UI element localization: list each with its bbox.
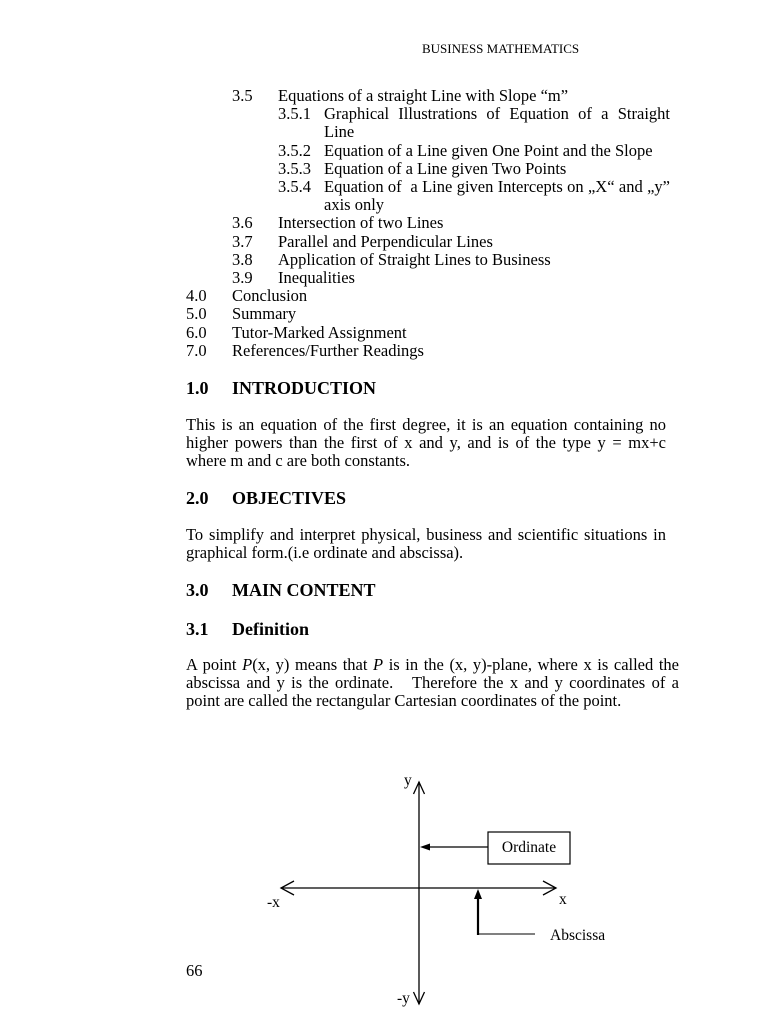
toc-number: 3.5.3 xyxy=(278,158,311,178)
definition-paragraph xyxy=(186,656,679,711)
section-number: 3.0 xyxy=(186,580,209,600)
toc-entry xyxy=(186,305,686,323)
toc-title: Conclusion xyxy=(232,286,308,306)
toc-entry xyxy=(186,287,686,305)
toc-title: Equation of a Line given One Point and the Slope xyxy=(324,140,653,160)
section-title: INTRODUCTION xyxy=(232,378,377,398)
objectives-paragraph: To simplify and interpret physical, business and scientific situations in graphical form.(i.e ordinate and abscissa). xyxy=(186,525,666,563)
toc-number: 7.0 xyxy=(186,340,207,360)
toc-entry xyxy=(186,160,686,178)
toc-number: 3.5.4 xyxy=(278,177,311,197)
section-number: 3.1 xyxy=(186,619,209,639)
toc-number: 3.9 xyxy=(232,268,253,288)
section-heading-main-content xyxy=(186,580,376,600)
toc-number: 3.8 xyxy=(232,249,253,269)
toc-entry xyxy=(186,233,686,251)
running-header: BUSINESS MATHEMATICS xyxy=(422,41,580,56)
toc-title: Parallel and Perpendicular Lines xyxy=(278,231,493,251)
point-variable: P xyxy=(242,655,253,674)
toc-title: Graphical Illustrations of Equation of a Straight Line xyxy=(324,104,670,142)
x-positive-label: x xyxy=(559,891,567,908)
toc-number: 3.6 xyxy=(232,213,253,233)
toc-number: 4.0 xyxy=(186,286,207,306)
y-negative-label: -y xyxy=(397,990,410,1007)
toc-number: 3.5 xyxy=(232,86,253,105)
y-positive-label: y xyxy=(404,772,412,789)
toc-title: Tutor-Marked Assignment xyxy=(232,322,407,342)
section-title: Definition xyxy=(232,619,310,639)
toc-title: Application of Straight Lines to Business xyxy=(278,249,551,269)
section-number: 2.0 xyxy=(186,488,209,508)
section-heading-introduction xyxy=(186,378,376,398)
cartesian-axes-figure xyxy=(250,765,620,1015)
toc-title: Inequalities xyxy=(278,268,355,288)
toc-entry xyxy=(186,269,686,287)
toc-entry xyxy=(186,105,686,141)
x-negative-label: -x xyxy=(267,894,280,911)
toc-title: Equation of a Line given Two Points xyxy=(324,158,567,178)
toc-entry xyxy=(186,142,686,160)
toc-entry xyxy=(186,251,686,269)
section-number: 1.0 xyxy=(186,378,209,398)
ordinate-label: Ordinate xyxy=(501,839,557,856)
toc-title: Equations of a straight Line with Slope “m” xyxy=(278,86,569,105)
section-heading-definition xyxy=(186,619,309,639)
toc-number: 5.0 xyxy=(186,304,207,324)
toc-title: Equation of a Line given Intercepts on „X“ and „y” axis only xyxy=(324,177,670,215)
toc-number: 3.5.2 xyxy=(278,140,311,160)
point-variable: P xyxy=(373,655,384,674)
page-number: 66 xyxy=(186,961,203,980)
abscissa-label: Abscissa xyxy=(550,927,606,944)
definition-text: A point xyxy=(186,655,243,674)
table-of-contents xyxy=(186,87,686,360)
toc-entry xyxy=(186,87,686,105)
definition-text: (x, y) means that xyxy=(252,655,374,674)
toc-entry xyxy=(186,324,686,342)
introduction-paragraph: This is an equation of the first degree, it is an equation containing no higher powers than the first of x and y, and is of the type y = mx+c where m and c are both constants. xyxy=(186,415,666,471)
toc-entry xyxy=(186,178,686,214)
abscissa-arrow-icon xyxy=(474,889,482,899)
definition-text: is in the (x, y)-plane, where x is called the abscissa and y is the ordinate. Therefore the x and y coordinates of a point are called the rectangular Cartesian coordinates of the point. xyxy=(186,655,679,711)
toc-title: Summary xyxy=(232,304,297,324)
section-title: MAIN CONTENT xyxy=(232,580,376,600)
toc-number: 3.7 xyxy=(232,231,253,251)
toc-title: References/Further Readings xyxy=(232,340,424,360)
toc-entry xyxy=(186,342,686,360)
toc-entry xyxy=(186,214,686,232)
ordinate-arrow-icon xyxy=(420,844,430,851)
toc-number: 6.0 xyxy=(186,322,207,342)
section-title: OBJECTIVES xyxy=(232,488,347,508)
toc-number: 3.5.1 xyxy=(278,104,311,124)
section-heading-objectives xyxy=(186,488,346,508)
toc-title: Intersection of two Lines xyxy=(278,213,444,233)
